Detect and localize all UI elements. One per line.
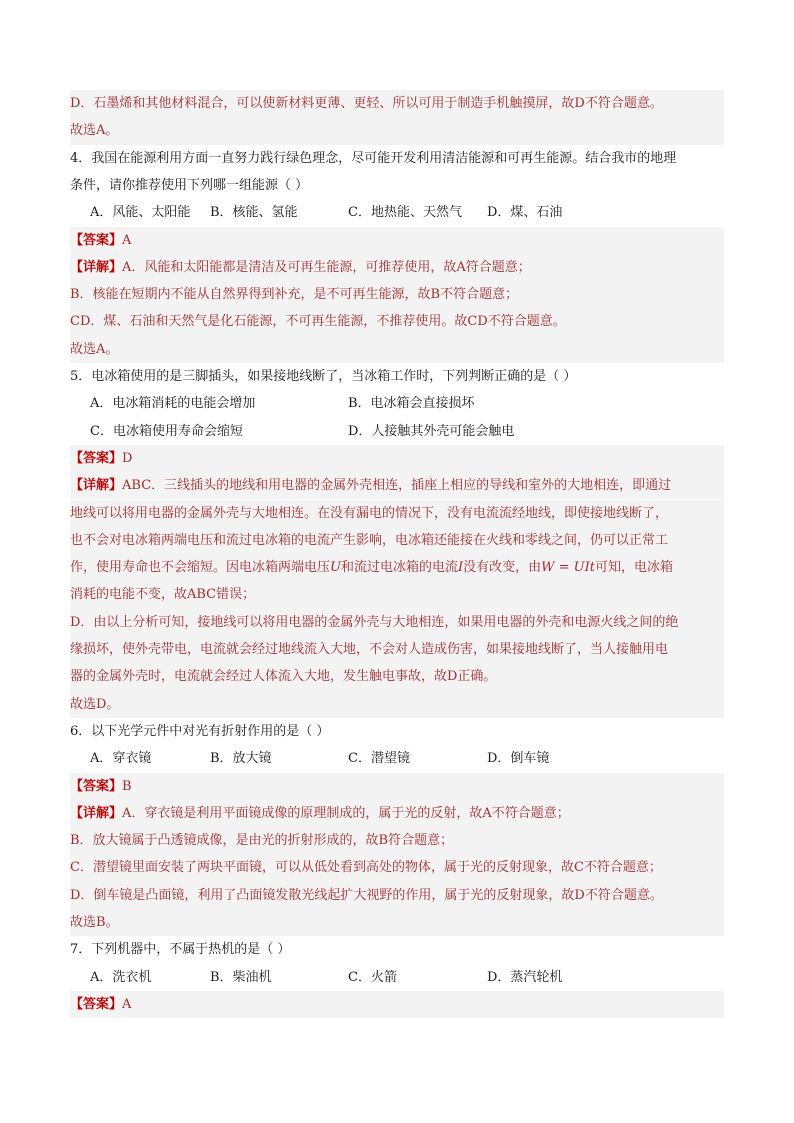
q4-detail-line2: B．核能在短期内不能从自然界得到补充，是不可再生能源，故B不符合题意； [70,281,724,308]
detail-tag: 【详解】 [70,478,123,494]
q5-detail-line4 [70,554,724,581]
q4-detail-line1 [70,254,724,281]
energy-formula: W = UIt [541,560,595,576]
answer-value: B [122,778,132,794]
prev-conclusion: 故选A。 [70,117,724,144]
q6-option-d: D．倒车镜 [487,751,550,767]
q7-options [90,964,710,991]
prev-detail-d: D．石墨烯和其他材料混合，可以使新材料更薄、更轻、所以可用于制造手机触摸屏，故D不符合题意。 [70,90,724,117]
q4-conclusion: 故选A。 [70,336,724,363]
q6-stem: 6．以下光学元件中对光有折射作用的是（ ） [70,723,330,739]
q5-answer [70,445,724,472]
q6-detail-line1 [70,800,724,827]
detail-text: ABC．三线插头的地线和用电器的金属外壳相连，插座上相应的导线和室外的大地相连，即通过 [122,478,672,494]
q7-stem: 7．下列机器中，不属于热机的是（ ） [70,942,291,958]
q4-option-a: A．风能、太阳能 [90,205,191,221]
q5-option-d: D．人接触其外壳可能会触电 [348,423,515,439]
q6-answer [70,773,724,800]
answer-tag: 【答案】 [70,450,123,466]
detail-text-part: 和流过电冰箱的电流 [340,560,458,576]
q4-options [90,199,710,226]
q4-option-d: D．煤、石油 [487,205,563,221]
q4-option-b: B．核能、氢能 [210,205,298,221]
q5-option-c: C．电冰箱使用寿命会缩短 [90,423,243,439]
q5-detail-line3: 也不会对电冰箱两端电压和流过电冰箱的电流产生影响，电冰箱还能接在火线和零线之间，仍可以正常工 [70,527,724,554]
detail-text-part: 可知，电冰箱 [595,560,674,576]
answer-tag: 【答案】 [70,996,123,1012]
q5-options-row2 [90,418,710,445]
q4-stem-line2: 条件，请你推荐使用下列哪一组能源（ ） [70,177,309,193]
q6-option-c: C．潜望镜 [348,751,410,767]
q5-detail-line1 [70,472,724,499]
q6-detail-line2: B．放大镜属于凸透镜成像，是由光的折射形成的，故B符合题意； [70,827,724,854]
q7-option-c: C．火箭 [348,969,397,985]
q6-detail-line3: C．潜望镜里面安装了两块平面镜，可以从低处看到高处的物体，属于光的反射现象，故C不符合题意； [70,854,724,881]
q5-option-b: B．电冰箱会直接损坏 [348,396,475,412]
q6-option-a: A．穿衣镜 [90,751,152,767]
q7-answer [70,991,724,1018]
q4-answer [70,227,724,254]
q5-option-a: A．电冰箱消耗的电能会增加 [90,396,256,412]
q6-detail-line4: D．倒车镜是凸面镜，利用了凸面镜发散光线起扩大视野的作用，属于光的反射现象，故D不符合题意。 [70,882,724,909]
answer-value: D [122,450,133,466]
current-symbol: I [458,560,464,576]
voltage-symbol: U [330,560,341,576]
q5-stem: 5．电冰箱使用的是三脚插头，如果接地线断了，当冰箱工作时，下列判断正确的是（ ） [70,369,577,384]
q5-detail-line6: D．由以上分析可知，接地线可以将用电器的金属外壳与大地相连，如果用电器的外壳和电源火线之间的绝 [70,609,724,636]
q7-option-d: D．蒸汽轮机 [487,969,563,985]
q7-option-b: B．柴油机 [210,969,272,985]
q6-options [90,745,710,772]
detail-text: A．风能和太阳能都是清洁及可再生能源，可推荐使用，故A符合题意； [122,259,531,275]
q6-conclusion: 故选B。 [70,909,724,936]
detail-tag: 【详解】 [70,805,123,821]
answer-tag: 【答案】 [70,232,123,248]
q5-conclusion: 故选D。 [70,691,724,718]
q5-detail-line5: 消耗的电能不变，故ABC错误； [70,581,724,608]
detail-text: A．穿衣镜是利用平面镜成像的原理制成的，属于光的反射，故A不符合题意； [122,805,570,821]
answer-value: A [122,232,132,248]
detail-tag: 【详解】 [70,259,123,275]
q5-detail-line8: 器的金属外壳时，电流就会经过人体流入大地，发生触电事故，故D正确。 [70,663,724,690]
detail-text-part: 没有改变，由 [463,560,542,576]
answer-tag: 【答案】 [70,778,123,794]
q6-option-b: B．放大镜 [210,751,272,767]
q4-detail-line3: CD．煤、石油和天然气是化石能源，不可再生能源，不推荐使用。故CD不符合题意。 [70,308,724,335]
q5-options-row1 [90,390,710,417]
q7-option-a: A．洗衣机 [90,969,152,985]
answer-value: A [122,996,132,1012]
detail-text-part: 作，使用寿命也不会缩短。因电冰箱两端电压 [70,560,331,576]
q4-stem-line1: 4．我国在能源利用方面一直努力践行绿色理念，尽可能开发利用清洁能源和可再生能源。结合我市的地理 [70,150,677,166]
q5-detail-line7: 缘损坏，使外壳带电，电流就会经过地线流入大地，不会对人造成伤害，如果接地线断了，当人接触用电 [70,636,724,663]
q5-detail-line2: 地线可以将用电器的金属外壳与大地相连。在没有漏电的情况下，没有电流流经地线，即使接地线断了， [70,500,724,527]
q4-option-c: C．地热能、天然气 [348,205,462,221]
